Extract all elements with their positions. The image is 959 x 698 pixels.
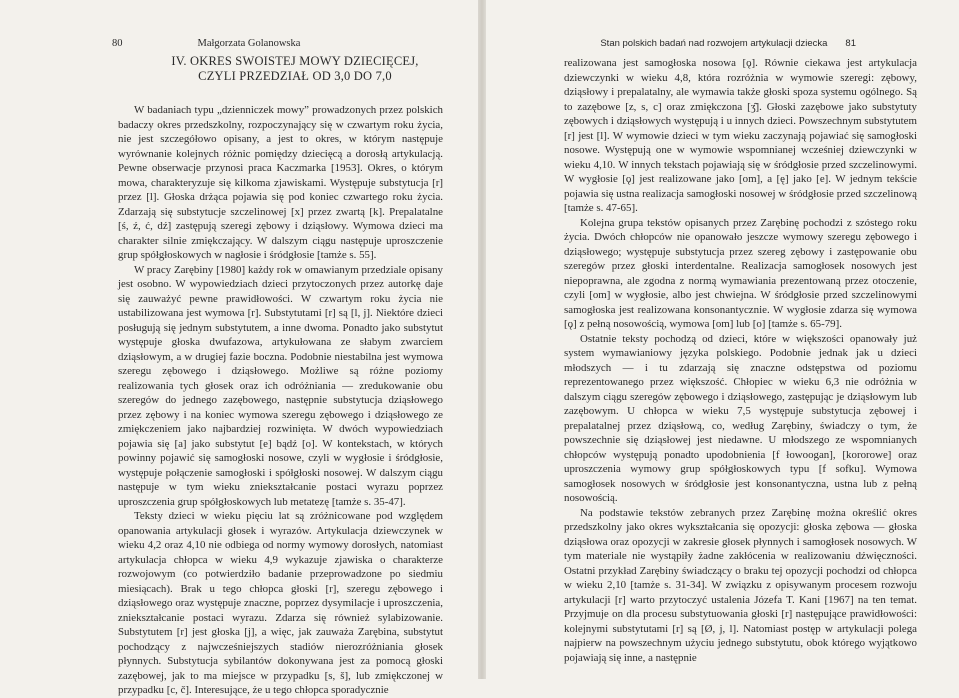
right-page [486,0,959,679]
left-paragraph-2: W pracy Zarębiny [1980] każdy rok w omawianym przedziale opisany jest osobno. W wypowiedziach dzieci przytoczonych przez autorkę daje się zauważyć pewne prawidłowości. W czwartym roku życia nie ustabilizowana jest wymowa [r]. Substytutami [r] są [l, j]. Niektóre dzieci posługują się jednym substytutem, a inne dwoma. Ponadto jako substytut występuje głoska dwufazowa, artykułowana ze słabym zwarciem dziąsłowym, a w drugiej fazie boczna. Podobnie niestabilna jest wymowa szeregu zębowego i dziąsłowego. Możliwe są różne poziomy realizowania tych głosek oraz ich odróżniania — zredukowanie obu szeregów do jednego zazębowego, następnie substytucja dziąsłowego przez zębowy i na koniec wymowa szeregu zębowego i dziąsłowego ze zmiękczeniem jako najbardziej rozwinięta. W dwóch wypowiedziach pojawia się [a] jako substytut [e] bądź [o]. W kontekstach, w których powinny pojawić się samogłoski nosowe, czyli w wygłosie i śródgłosie, występuje połączenie samogłoski i spółgłoski nosowej. W dalszym ciągu następuje w tym wieku zniekształcanie postaci wyrazu poprzez uproszczenia grup spółgłoskowych lub metatezę [tamże s. 35-47]. [118,263,443,508]
left-running-head: Małgorzata Golanowska [197,38,301,49]
right-page-number: 81 [845,38,856,49]
left-paragraph-3: Teksty dzieci w wieku pięciu lat są zróżnicowane pod względem opanowania artykulacji głosek i wyrazów. Artykulacja dziewczynek w wieku 4,2 oraz 4,10 nie odbiega od normy wymowy dorosłych, natomiast artykulacja chłopca w wieku 4,9 wykazuje zjawiska o charakterze rozwojowym (co potwierdziło badanie przeprowadzone po siedmiu miesiącach). Brak u tego chłopca głoski [r], szeregu zębowego i dziąsłowego oraz występuje znaczne, poprzez dysymilacje i uproszczenia, zniekształcanie postaci wyrazu. Zdarza się również sylabizowanie. Substytutem [r] jest głoska [j], a więc, jak zauważa Zarębina, substytut pochodzący z najwcześniejszych stadiów nierozróżniania głosek płynnych. Substytucja sybilantów dokonywana jest za pomocą głoski zazębowej, jak to ma miejsce w przypadku [s, š], lub zmiękczonej w przypadku [c, č]. Interesujące, że u tego chłopca sporadycznie [118,510,443,696]
right-running-head: Stan polskich badań nad rozwojem artykulacji dziecka [600,38,828,49]
right-page-header [566,38,856,49]
book-gutter [478,0,486,679]
right-paragraph-4: Na podstawie tekstów zebranych przez Zarębinę można określić okres przedszkolny jako okres wykształcania się opozycji: głoska zębowa — głoska dziąsłowa oraz opozycji w zakresie głosek płynnych i samogłosek nosowych. W tym materiale nie wystąpiły żadne zakłócenia w realizowaniu dźwięczności. Ostatni przykład Zarębiny świadczący o braku tej opozycji pochodzi od chłopca w wieku 2,10 [tamże s. 31-34]. W związku z opisywanym procesem rozwoju artykulacji [r] warto przytoczyć ustalenia Józefa T. Kani [1967] na ten temat. Przyjmuje on dla procesu substytuowania głoski [r] następujące prawidłowości: kolejnymi substytutami [r] są [Ø, j, l]. Natomiast postęp w artykulacji polega najpierw na powszechnym użyciu jednego substytutu, obok którego wyjątkowo pojawiają się inne, a następnie [564,506,917,664]
left-paragraph-1: W badaniach typu „dzienniczek mowy” prowadzonych przez polskich badaczy okres przedszkolny, rozpoczynający się w czwartym roku życia, nie jest szczegółowo opisany, a jest to okres, w którym następuje wyrównanie kolejnych różnic pomiędzy dziecięcą a dorosłą artykulacją. Pewne obserwacje przynosi praca Kaczmarka [1953]. Okres, o którym mowa, charakteryzuje się kilkoma zjawiskami. Występuje substytucja [r] przez [l]. Głoska drżąca pojawia się pod koniec czwartego roku życia. Zdarzają się substytucje szczelinowej [x] przez zwartą [k]. Prepalatalne [ś, ź, ć, dź] zastępują szeregi zębowy i dziąsłowy. Wymowa dzieci ma charakter silnie zmiękczający. W dalszym ciągu następuje uproszczenie grup spółgłoskowych w nagłosie i śródgłosie [tamże s. 55]. [118,104,443,261]
right-paragraph-2: Kolejna grupa tekstów opisanych przez Zarębinę pochodzi z szóstego roku życia. Dwóch chłopców nie opanowało jeszcze wymowy szeregu zębowego i dziąsłowego; występuje substytucja przez szereg zębowy i zastępowanie obu szeregów przez głoski interdentalne. Realizacja samogłosek nosowych jest niepoprawna, ale zgodna z normą wymawiania prezentowaną przez otoczenie, czyli [om] w wygłosie, albo jest chwiejna. W śródgłosie przed szczelinowymi samogłoska jest realizowana konsonantycznie. W wygłosie zdarza się wymowa [ǫ] z pełną nosowością, wymowa [om] lub [o] [tamże s. 65-79]. [564,216,917,330]
right-text-column [564,56,917,665]
right-paragraph-1: realizowana jest samogłoska nosowa [ǫ]. Równie ciekawa jest artykulacja dziewczynki w wieku 4,8, która rozróżnia w wymowie szeregi: zębowy, dziąsłowy i prepalatalny, ale wymawia także głoski spoza systemu ogólnego. Są to zazębowe [z, s, c] oraz zmiękczona [ʒ̑]. Głoski zazębowe jako substytuty zębowych i dziąsłowych występują i u innych dzieci. Powszechnym substytutem [r] jest [l]. W wymowie dzieci w tym wieku zaczynają pojawiać się samogłoski nosowe. Występują one w wymowie wspomnianej wcześniej dziewczynki w wieku 4,10. W innych tekstach pojawiają się w śródgłosie przed szczelinowymi. W wygłosie [ǫ] jest realizowane jako [om], a [ę] jako [e]. W jednym tekście pojawia się ustna realizacja samogłoski nosowej w śródgłosie przed szczelinową [tamże s. 47-65]. [564,57,917,214]
chapter-title-line-2: CZYLI PRZEDZIAŁ OD 3,0 DO 7,0 [198,69,392,83]
right-paragraph-3: Ostatnie teksty pochodzą od dzieci, które w większości opanowały już system wymawianiowy języka polskiego. Podobnie jednak jak u dzieci młodszych — i tu zdarzają się znaczne odstępstwa od poziomu reprezentowanego przez większość. Chłopiec w wieku 6,3 nie odróżnia w dalszym ciągu szeregów zębowego i dziąsłowego, zastępując je dziąsłowym lub zazębowym. U chłopca w wieku 7,5 występuje substytucja zębowej i prepalatalnej przez dziąsłową, co, według Zarębiny, świadczy o tym, że powszechnie się dziąsłowej jest niedawne. U młodszego ze wspomnianych chłopców występują ponadto upodobnienia [f łowoogan], [kororowe] oraz uproszczenia wymowy grup spółgłoskowych typu [f sofku]. Wymowa samogłosek nosowych w śródgłosie jest konsonantyczna, ustna lub z pełną nosowością. [564,332,917,504]
left-page [0,0,478,696]
left-page-number: 80 [112,38,123,49]
chapter-title [150,54,440,84]
left-text-column [118,103,443,698]
left-page-header [112,38,442,49]
chapter-title-line-1: IV. OKRES SWOISTEJ MOWY DZIECIĘCEJ, [171,54,419,68]
